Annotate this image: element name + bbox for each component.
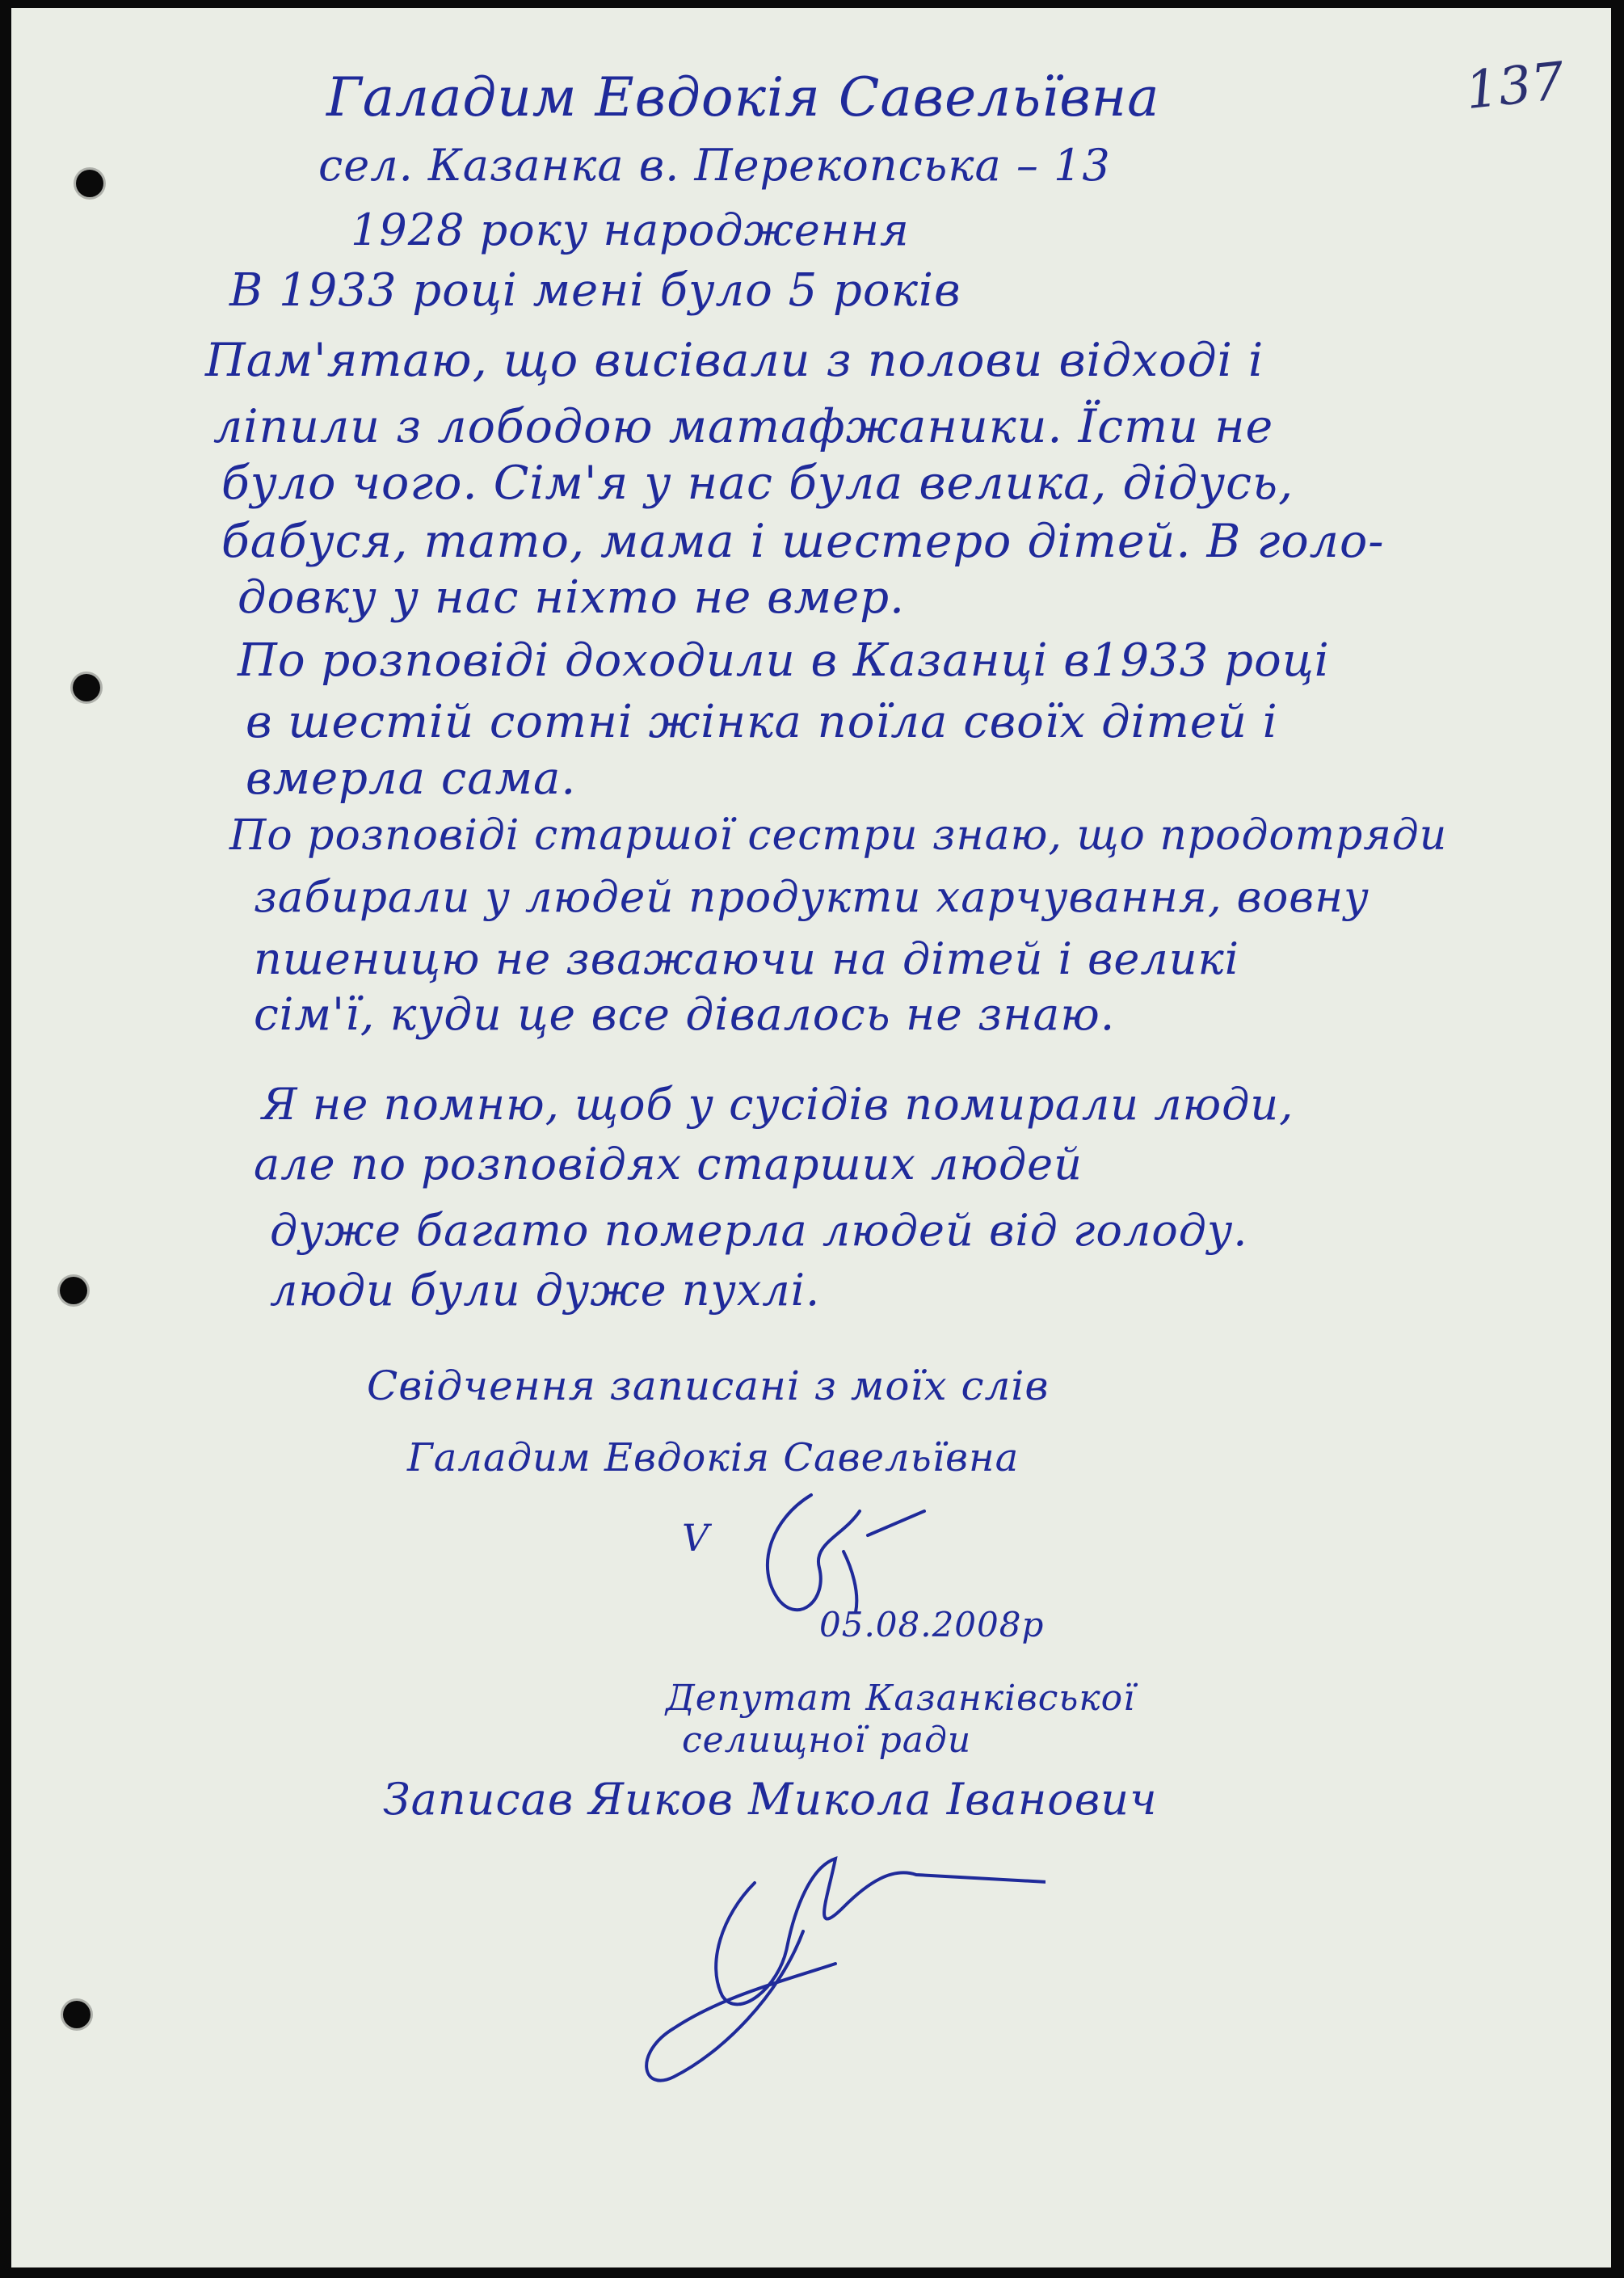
body-line: сім'ї, куди це все дівалось не знаю. xyxy=(254,988,1116,1040)
body-line: ліпили з лободою матафжаники. Їсти не xyxy=(213,400,1274,453)
body-line: довку у нас ніхто не вмер. xyxy=(238,571,905,624)
recorder-title-2: селищної ради xyxy=(682,1720,972,1761)
header-name: Галадим Евдокія Савельївна xyxy=(326,66,1160,128)
punch-hole xyxy=(76,170,103,197)
body-line: Пам'ятаю, що висівали з полови відході і xyxy=(205,334,1264,387)
body-line: забирали у людей продукти харчування, вовну xyxy=(254,873,1369,922)
document-sheet xyxy=(11,8,1611,2267)
certification-name: Галадим Евдокія Савельївна xyxy=(407,1435,1020,1480)
page-number: 137 xyxy=(1462,51,1567,122)
header-address: сел. Казанка в. Перекопська – 13 xyxy=(318,140,1111,191)
body-line: По розповіді доходили в Казанці в1933 році xyxy=(238,634,1330,687)
certification-mark: V xyxy=(682,1516,710,1560)
certification-date: 05.08.2008р xyxy=(819,1605,1045,1644)
header-birth: 1928 року народження xyxy=(351,204,910,255)
punch-hole xyxy=(63,2001,90,2028)
body-line: було чого. Сім'я у нас була велика, дідусь, xyxy=(221,457,1294,510)
body-line: дуже багато померла людей від голоду. xyxy=(270,1205,1248,1256)
recorded-by: Записав Яиков Микола Іванович xyxy=(383,1774,1158,1825)
body-line: По розповіді старшої сестри знаю, що продотряди xyxy=(229,811,1448,860)
recorder-title-1: Депутат Казанківської xyxy=(666,1678,1136,1719)
body-line: Я не помню, щоб у сусідів помирали люди, xyxy=(262,1079,1294,1130)
body-line: В 1933 році мені було 5 років xyxy=(229,264,961,317)
punch-hole xyxy=(73,674,100,701)
body-line: але по розповідях старших людей xyxy=(254,1139,1083,1190)
body-line: в шестій сотні жінка поїла своїх дітей і xyxy=(246,696,1278,748)
punch-hole xyxy=(60,1277,87,1304)
body-line: люди були дуже пухлі. xyxy=(270,1265,821,1316)
body-line: вмерла сама. xyxy=(246,752,577,805)
recorder-signature xyxy=(625,1834,1046,2093)
body-line: пшеницю не зважаючи на дітей і великі xyxy=(254,933,1240,984)
certification-line: Свідчення записані з моїх слів xyxy=(367,1362,1050,1409)
body-line: бабуся, тато, мама і шестеро дітей. В голо- xyxy=(221,515,1385,568)
